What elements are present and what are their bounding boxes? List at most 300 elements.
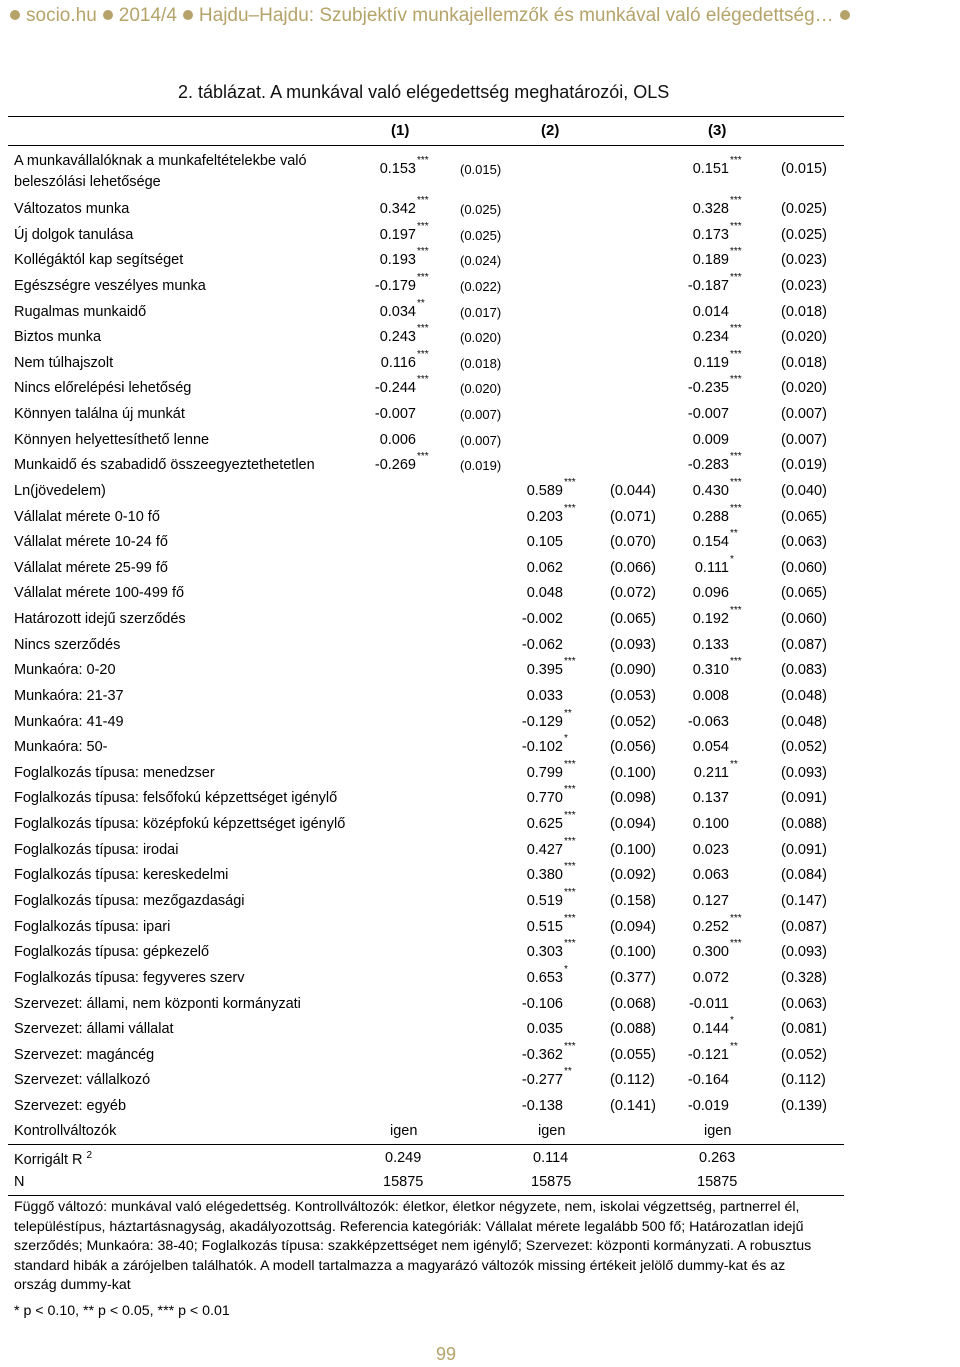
table-row (14, 323, 844, 355)
coef-value: 0.063 (692, 867, 729, 884)
std-error-col2: (0.070) (610, 534, 656, 551)
coef-col2 (527, 919, 563, 935)
std-error-col3: (0.091) (781, 790, 827, 807)
row-label: Szervezet: vállalkozó (14, 1072, 151, 1089)
std-error-col3: (0.020) (781, 380, 827, 397)
coef-value: 0.234 (692, 329, 729, 346)
std-error-col3: (0.007) (781, 431, 827, 448)
significance-stars: * (564, 963, 568, 975)
table-row (14, 887, 844, 919)
coef-value: 0.328 (692, 201, 729, 217)
coef-value: 0.395 (526, 662, 563, 679)
row-label: Kollégáktól kap segítséget (14, 252, 184, 269)
table-footnote: Függő változó: munkával való elégedettség. Kontrollváltozók: életkor, életkor négyzete, nem, iskolai végzettség, partnerrel él, településtípus, háztartásnagyság, akadályozottság. Referencia kategóriák: Vállalat mérete legalább 500 fő; Határozatlan idejű szerződés; Munkaóra: 38-40; Foglalkozás típusa: szakképzettséget nem igénylő; Szervezet: központi kormányzati. A robusztus standard hibák a zárójelben találhatók. A modell tartalmazza a magyarázó változók missing értékeit jelölő dummy-kat és az ország dummy-kat (14, 1199, 812, 1293)
std-error-col3: (0.048) (781, 713, 827, 730)
std-error-col3: (0.093) (781, 944, 827, 961)
significance-stars: *** (730, 451, 742, 463)
bottom-rule (8, 1195, 844, 1196)
std-error-col3: (0.093) (781, 764, 827, 781)
significance-stars: *** (730, 374, 742, 386)
coef-value: -0.277 (521, 1072, 563, 1089)
significance-stars: *** (417, 271, 429, 283)
coef-col2 (527, 662, 563, 678)
significance-note: * p < 0.10, ** p < 0.05, *** p < 0.01 (14, 1303, 230, 1319)
table-row (14, 656, 844, 688)
coef-col3 (693, 662, 729, 678)
std-error-col3: (0.048) (781, 687, 827, 704)
coef-col3 (688, 1047, 729, 1063)
table-row (14, 151, 844, 201)
coef-value: 0.519 (526, 893, 563, 909)
row-label: Szervezet: állami vállalat (14, 1021, 174, 1038)
coef-value: -0.269 (374, 457, 416, 474)
cell-col3: 15875 (697, 1174, 738, 1190)
bullet-icon (103, 10, 113, 20)
coef-value: 0.144 (692, 1021, 729, 1038)
r2-label-text: Korrigált R (14, 1151, 83, 1168)
std-error-col1: (0.022) (460, 278, 502, 294)
cell-col3: igen (704, 1123, 732, 1139)
coef-col3 (693, 842, 729, 858)
cell-col2: igen (538, 1123, 566, 1139)
row-label: Munkaóra: 0-20 (14, 662, 116, 679)
coef-value: 0.203 (526, 508, 563, 525)
table-row (14, 784, 844, 816)
std-error-col3: (0.081) (781, 1021, 827, 1038)
significance-stars: *** (730, 348, 742, 360)
coef-col3 (693, 534, 729, 550)
std-error-col2: (0.053) (610, 687, 656, 704)
significance-stars: *** (564, 887, 576, 898)
coef-col2 (522, 1047, 563, 1063)
coef-col2 (527, 816, 563, 832)
coef-value: 0.023 (692, 841, 729, 858)
coef-col3 (693, 688, 729, 704)
row-label: Változatos munka (14, 201, 130, 217)
coef-value: 0.009 (692, 431, 729, 448)
table-row (14, 1015, 844, 1047)
coef-value: 0.072 (692, 969, 729, 986)
running-header (0, 0, 960, 32)
table-row (14, 963, 844, 996)
significance-stars: *** (564, 938, 576, 950)
coef-col3 (693, 816, 729, 832)
std-error-col3: (0.015) (781, 161, 827, 177)
coef-value: 0.096 (692, 585, 729, 602)
row-label: Könnyen találna új munkát (14, 406, 185, 423)
coef-col1 (375, 457, 416, 473)
significance-stars: *** (730, 938, 742, 950)
coef-col3 (693, 329, 729, 345)
significance-stars: ** (417, 297, 425, 309)
coef-col3 (688, 406, 729, 422)
row-label: Munkaidő és szabadidő összeegyeztethetetlen (14, 457, 315, 474)
std-error-col2: (0.100) (610, 764, 656, 781)
std-error-col2: (0.055) (610, 1046, 656, 1063)
significance-stars: *** (730, 155, 742, 166)
coef-col3 (693, 739, 729, 755)
coef-col3 (693, 970, 729, 986)
coef-value: 0.111 (694, 559, 729, 576)
coef-col2 (527, 509, 563, 525)
coef-value: -0.106 (521, 995, 563, 1012)
coef-value: 0.133 (692, 636, 729, 653)
std-error-col3: (0.063) (781, 995, 827, 1012)
coef-value: 0.192 (692, 611, 729, 628)
significance-stars: *** (730, 220, 742, 232)
cell-col2: 0.114 (533, 1150, 569, 1166)
significance-stars: *** (564, 861, 576, 873)
coef-col3 (693, 1021, 729, 1037)
significance-stars: ** (564, 707, 572, 719)
coef-col3 (693, 611, 729, 627)
page-number: 99 (436, 1344, 457, 1364)
std-error-col2: (0.141) (610, 1098, 656, 1115)
column-header-3: (3) (708, 122, 727, 139)
coef-value: -0.062 (521, 636, 563, 653)
std-error-col1: (0.017) (460, 304, 502, 320)
significance-stars: *** (564, 1040, 576, 1052)
table-row (14, 220, 844, 253)
table-row (14, 912, 844, 945)
std-error-col2: (0.100) (610, 944, 656, 961)
row-label: Biztos munka (14, 329, 102, 346)
header-site: socio.hu (26, 5, 97, 26)
row-label: A munkavállalóknak a munkafeltételekbe való beleszólási lehetősége (14, 153, 307, 190)
coef-col2 (522, 611, 563, 627)
coef-value: 0.153 (379, 161, 416, 177)
coef-col1 (381, 355, 416, 371)
coef-col2 (527, 842, 563, 858)
coef-col2 (522, 739, 563, 755)
std-error-col1: (0.007) (460, 432, 502, 448)
std-error-col3: (0.087) (781, 918, 827, 935)
significance-stars: ** (564, 1066, 572, 1078)
table-row (14, 432, 844, 458)
coef-col2 (527, 893, 563, 909)
coef-col2 (527, 483, 563, 499)
row-label: Vállalat mérete 10-24 fő (14, 534, 168, 551)
table-row (14, 271, 844, 304)
coef-col3 (693, 790, 729, 806)
cell-col2: 15875 (531, 1174, 572, 1190)
row-label: Ln(jövedelem) (14, 482, 106, 499)
std-error-col3: (0.063) (781, 534, 827, 551)
table-row (14, 996, 844, 1022)
significance-stars: *** (417, 195, 429, 206)
coef-value: 0.252 (692, 918, 729, 935)
row-label: Munkaóra: 50- (14, 739, 108, 756)
std-error-col3: (0.088) (781, 816, 827, 833)
coef-value: 0.127 (692, 893, 729, 909)
table-row (14, 1040, 844, 1073)
coef-col1 (375, 406, 416, 422)
row-label: Foglalkozás típusa: irodai (14, 841, 179, 858)
coef-value: 0.589 (526, 482, 563, 499)
std-error-col3: (0.147) (781, 893, 827, 909)
table-row (14, 585, 844, 611)
coef-col2 (527, 560, 563, 576)
significance-stars: * (730, 1015, 734, 1027)
std-error-col3: (0.020) (781, 329, 827, 346)
coef-value: -0.019 (687, 1098, 729, 1115)
coef-value: 0.008 (692, 687, 729, 704)
coef-value: 0.310 (692, 662, 729, 679)
std-error-col3: (0.023) (781, 252, 827, 269)
std-error-col3: (0.052) (781, 1046, 827, 1063)
significance-stars: *** (417, 374, 429, 386)
coef-value: 0.193 (379, 252, 416, 269)
coef-col3 (693, 944, 729, 960)
cell-col1: igen (390, 1123, 418, 1139)
table-row-controls (14, 1123, 844, 1149)
coef-value: 0.062 (526, 559, 563, 576)
coef-col2 (527, 970, 563, 986)
coef-col2 (527, 688, 563, 704)
coef-col3 (688, 278, 729, 294)
table-row (14, 297, 844, 330)
column-header-2: (2) (541, 122, 560, 139)
coef-col2 (522, 1098, 563, 1114)
coef-value: -0.235 (687, 380, 729, 397)
significance-stars: *** (730, 476, 742, 488)
significance-stars: *** (564, 502, 576, 514)
coef-value: 0.427 (526, 841, 563, 858)
coef-value: 0.515 (526, 918, 563, 935)
std-error-col3: (0.052) (781, 739, 827, 756)
std-error-col3: (0.018) (781, 303, 827, 320)
table-row (14, 246, 844, 278)
coef-col3 (688, 457, 729, 473)
std-error-col2: (0.088) (610, 1021, 656, 1038)
std-error-col3: (0.023) (781, 277, 827, 294)
std-error-col3: (0.328) (781, 969, 827, 986)
row-label: Foglalkozás típusa: mezőgazdasági (14, 893, 245, 909)
coef-col3 (694, 355, 729, 371)
coef-value: 0.243 (379, 329, 416, 346)
coef-value: -0.011 (688, 995, 729, 1012)
coef-value: 0.380 (526, 867, 563, 884)
coef-col2 (522, 996, 563, 1012)
coef-value: -0.362 (521, 1046, 563, 1063)
table-row (14, 810, 844, 842)
coef-value: 0.211 (693, 764, 729, 781)
std-error-col3: (0.019) (781, 457, 827, 474)
coef-value: -0.007 (687, 406, 729, 423)
significance-stars: *** (564, 835, 576, 847)
coef-value: 0.033 (526, 687, 563, 704)
table-row (14, 938, 844, 970)
std-error-col3: (0.060) (781, 611, 827, 628)
coef-value: 0.116 (380, 354, 416, 371)
table-row (14, 502, 844, 535)
std-error-col2: (0.056) (610, 739, 656, 756)
table-row (14, 195, 844, 227)
coef-value: -0.138 (521, 1098, 563, 1115)
std-error-col3: (0.060) (781, 559, 827, 576)
significance-stars: *** (564, 476, 576, 488)
coef-col1 (380, 161, 416, 177)
significance-stars: *** (730, 502, 742, 514)
std-error-col3: (0.065) (781, 585, 827, 602)
coef-col1 (380, 304, 416, 320)
coef-col2 (522, 1072, 563, 1088)
table-row (14, 374, 844, 406)
table-row (14, 758, 844, 791)
table-row (14, 528, 844, 560)
row-label: Szervezet: állami, nem központi kormányzati (14, 995, 301, 1012)
row-label: Foglalkozás típusa: középfokú képzettséget igénylő (14, 816, 346, 833)
bullet-icon (10, 10, 20, 20)
significance-stars: *** (417, 155, 429, 166)
significance-stars: *** (417, 323, 429, 335)
coef-value: -0.102 (521, 739, 563, 756)
coef-value: -0.007 (374, 406, 416, 423)
coef-value: 0.303 (526, 944, 563, 961)
coef-col2 (522, 714, 563, 730)
coef-col2 (527, 765, 563, 781)
std-error-col2: (0.098) (610, 790, 656, 807)
coef-value: 0.137 (692, 790, 729, 807)
table-row-r2 (14, 1150, 844, 1176)
coef-col3 (693, 483, 729, 499)
coef-col1 (380, 432, 416, 448)
std-error-col3: (0.018) (781, 354, 827, 371)
coef-col3 (693, 227, 729, 243)
row-label: Egészségre veszélyes munka (14, 277, 206, 294)
std-error-col2: (0.094) (610, 918, 656, 935)
row-label: Foglalkozás típusa: felsőfokú képzettséget igénylő (14, 790, 338, 807)
coef-value: 0.119 (693, 354, 729, 371)
table-row (14, 707, 844, 740)
cell-col3: 0.263 (699, 1150, 736, 1166)
row-label: Határozott idejű szerződés (14, 611, 186, 628)
coef-value: 0.035 (526, 1021, 563, 1038)
std-error-col2: (0.044) (610, 482, 656, 499)
significance-stars: *** (730, 912, 742, 924)
table-row (14, 605, 844, 637)
std-error-col3: (0.083) (781, 662, 827, 679)
row-label: Könnyen helyettesíthető lenne (14, 431, 210, 448)
coef-col2 (527, 790, 563, 806)
table-row (14, 835, 844, 868)
std-error-col1: (0.019) (460, 458, 502, 474)
significance-stars: *** (417, 348, 429, 360)
std-error-col3: (0.025) (781, 226, 827, 243)
coef-col3 (693, 252, 729, 268)
coef-value: 0.105 (526, 534, 563, 551)
coef-value: 0.625 (526, 816, 563, 833)
coef-col3 (693, 304, 729, 320)
significance-stars: ** (730, 528, 738, 540)
std-error-col2: (0.158) (610, 893, 656, 909)
coef-value: 0.342 (379, 201, 416, 217)
table-row (14, 451, 844, 483)
std-error-col1: (0.018) (460, 355, 502, 371)
std-error-col2: (0.068) (610, 995, 656, 1012)
row-label: Rugalmas munkaidő (14, 303, 147, 320)
coef-value: 0.154 (692, 534, 729, 551)
table-row (14, 1098, 844, 1124)
header-article: Hajdu–Hajdu: Szubjektív munkajellemzők és munkával való elégedettség… (198, 5, 834, 26)
row-label: Szervezet: egyéb (14, 1098, 127, 1115)
coef-value: 0.151 (692, 161, 729, 177)
significance-stars: *** (730, 605, 742, 617)
significance-stars: ** (730, 1040, 738, 1052)
row-label: Vállalat mérete 25-99 fő (14, 559, 168, 576)
table-row (14, 733, 844, 765)
coef-col2 (527, 867, 563, 883)
coef-col1 (375, 380, 416, 396)
row-label: Foglalkozás típusa: ipari (14, 918, 171, 935)
coef-value: 0.173 (692, 226, 729, 243)
std-error-col2: (0.092) (610, 867, 656, 884)
row-label: Kontrollváltozók (14, 1123, 117, 1139)
std-error-col3: (0.025) (781, 201, 827, 217)
coef-col3 (693, 585, 729, 601)
row-label: Nem túlhajszolt (14, 354, 114, 371)
coef-col1 (380, 329, 416, 345)
coef-col1 (380, 227, 416, 243)
std-error-col2: (0.072) (610, 585, 656, 602)
significance-stars: *** (730, 323, 742, 335)
coef-value: -0.244 (374, 380, 416, 397)
std-error-col1: (0.025) (460, 227, 502, 243)
significance-stars: *** (730, 195, 742, 206)
significance-stars: * (564, 733, 568, 745)
row-label: Új dolgok tanulása (14, 226, 134, 243)
coef-col3 (693, 893, 729, 909)
std-error-col2: (0.377) (610, 969, 656, 986)
significance-stars: ** (730, 758, 738, 770)
row-label: N (14, 1174, 25, 1190)
coef-col3 (693, 161, 729, 177)
coef-value: -0.164 (687, 1072, 729, 1089)
significance-stars: * (730, 553, 734, 565)
significance-stars: *** (417, 246, 429, 258)
row-label: Vállalat mérete 100-499 fő (14, 585, 185, 602)
header-issue: 2014/4 (118, 5, 177, 26)
table-row (14, 861, 844, 893)
cell-col1: 0.249 (385, 1150, 422, 1166)
std-error-col1: (0.020) (460, 330, 502, 346)
std-error-col1: (0.020) (460, 381, 502, 397)
coef-col3 (693, 201, 729, 217)
row-label: Nincs szerződés (14, 636, 121, 653)
coef-value: -0.129 (521, 713, 563, 730)
coef-value: 0.054 (692, 739, 729, 756)
coef-value: 0.799 (526, 764, 563, 781)
coef-value: 0.300 (692, 944, 729, 961)
coef-col2 (527, 585, 563, 601)
std-error-col3: (0.139) (781, 1098, 827, 1115)
coef-value: 0.048 (526, 585, 563, 602)
coef-value: -0.121 (687, 1046, 729, 1063)
coef-value: -0.187 (687, 277, 729, 294)
coef-value: 0.288 (692, 508, 729, 525)
std-error-col2: (0.071) (610, 508, 656, 525)
std-error-col3: (0.040) (781, 482, 827, 499)
coef-col1 (380, 201, 416, 217)
coef-col3 (693, 919, 729, 935)
coef-col3 (693, 509, 729, 525)
column-header-1: (1) (391, 122, 410, 139)
std-error-col2: (0.090) (610, 662, 656, 679)
row-label: Nincs előrelépési lehetőség (14, 380, 192, 397)
coef-col3 (688, 1072, 729, 1088)
std-error-col1: (0.024) (460, 253, 502, 269)
std-error-col2: (0.052) (610, 713, 656, 730)
